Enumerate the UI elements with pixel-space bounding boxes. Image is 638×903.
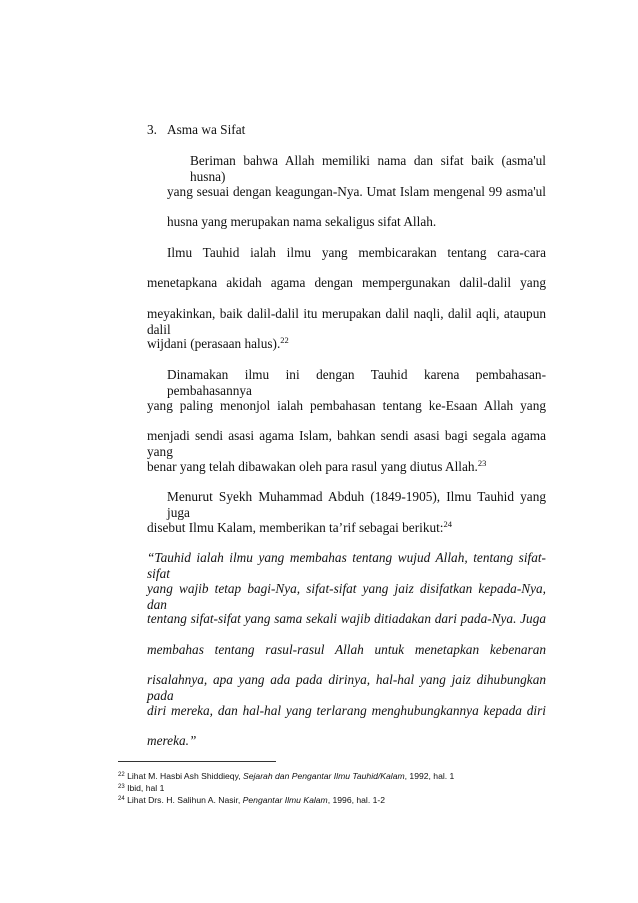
quote-line: “Tauhid ialah ilmu yang membahas tentang wujud Allah, tentang sifat-sifat xyxy=(147,550,546,581)
paragraph-text: disebut Ilmu Kalam, memberikan ta’rif sebagai berikut: xyxy=(147,520,444,535)
footnote-book-title: Pengantar Ilmu Kalam xyxy=(242,795,328,805)
footnote-ref: 22 xyxy=(280,335,289,345)
footnote xyxy=(118,795,385,806)
footnote-ref: 23 xyxy=(477,458,487,468)
quote-line: membahas tentang rasul-rasul Allah untuk menetapkan kebenaran xyxy=(147,642,546,657)
footnote-ref: 24 xyxy=(443,519,452,529)
footnote-text: Lihat Drs. H. Salihun A. Nasir, xyxy=(127,795,243,805)
paragraph-line: Beriman bahwa Allah memiliki nama dan sifat baik (asma'ul husna) xyxy=(190,153,546,184)
paragraph-line: meyakinkan, baik dalil-dalil itu merupakan dalil naqli, dalil aqli, ataupun dalil xyxy=(147,306,546,337)
paragraph-line xyxy=(147,520,452,536)
paragraph-line: Menurut Syekh Muhammad Abduh (1849-1905), Ilmu Tauhid yang juga xyxy=(167,489,546,520)
footnote-separator xyxy=(118,761,276,762)
paragraph-text: benar yang telah dibawakan oleh para rasul yang diutus Allah. xyxy=(147,459,478,474)
paragraph-line xyxy=(147,336,289,352)
footnote-number: 23 xyxy=(118,784,125,790)
footnote-text: Lihat M. Hasbi Ash Shiddieqy, xyxy=(127,771,243,781)
quote-line: risalahnya, apa yang ada pada dirinya, hal-hal yang jaiz dihubungkan pada xyxy=(147,672,546,703)
paragraph-line: yang paling menonjol ialah pembahasan tentang ke-Esaan Allah yang xyxy=(147,398,546,413)
paragraph-line: menjadi sendi asasi agama Islam, bahkan sendi asasi bagi segala agama yang xyxy=(147,428,546,459)
quote-line: mereka.” xyxy=(147,733,197,748)
quote-line: tentang sifat-sifat yang sama sekali wajib ditiadakan dari pada-Nya. Juga xyxy=(147,611,546,626)
paragraph-line xyxy=(147,459,486,475)
footnote-number: 24 xyxy=(118,796,125,802)
footnote-text: , 1992, hal. 1 xyxy=(404,771,455,781)
paragraph-line: Ilmu Tauhid ialah ilmu yang membicarakan tentang cara-cara xyxy=(167,245,546,260)
footnote-number: 22 xyxy=(118,772,125,778)
quote-line: yang wajib tetap bagi-Nya, sifat-sifat yang jaiz disifatkan kepada-Nya, dan xyxy=(147,581,546,612)
footnote-text: Ibid, hal 1 xyxy=(127,783,165,793)
paragraph-line: husna yang merupakan nama sekaligus sifat Allah. xyxy=(167,214,437,229)
section-title: Asma wa Sifat xyxy=(167,122,246,137)
quote-line: diri mereka, dan hal-hal yang terlarang menghubungkannya kepada diri xyxy=(147,703,546,718)
paragraph-line: yang sesuai dengan keagungan-Nya. Umat Islam mengenal 99 asma'ul xyxy=(167,184,546,199)
paragraph-line: Dinamakan ilmu ini dengan Tauhid karena pembahasan-pembahasannya xyxy=(167,367,546,398)
footnote-book-title: Sejarah dan Pengantar Ilmu Tauhid/Kalam xyxy=(243,771,405,781)
section-number: 3. xyxy=(147,122,157,137)
paragraph-line: menetapkana akidah agama dengan mempergunakan dalil-dalil yang xyxy=(147,275,546,290)
footnote xyxy=(118,771,454,782)
paragraph-text: wijdani (perasaan halus). xyxy=(147,336,281,351)
footnote xyxy=(118,783,164,794)
footnote-text: , 1996, hal. 1-2 xyxy=(327,795,386,805)
